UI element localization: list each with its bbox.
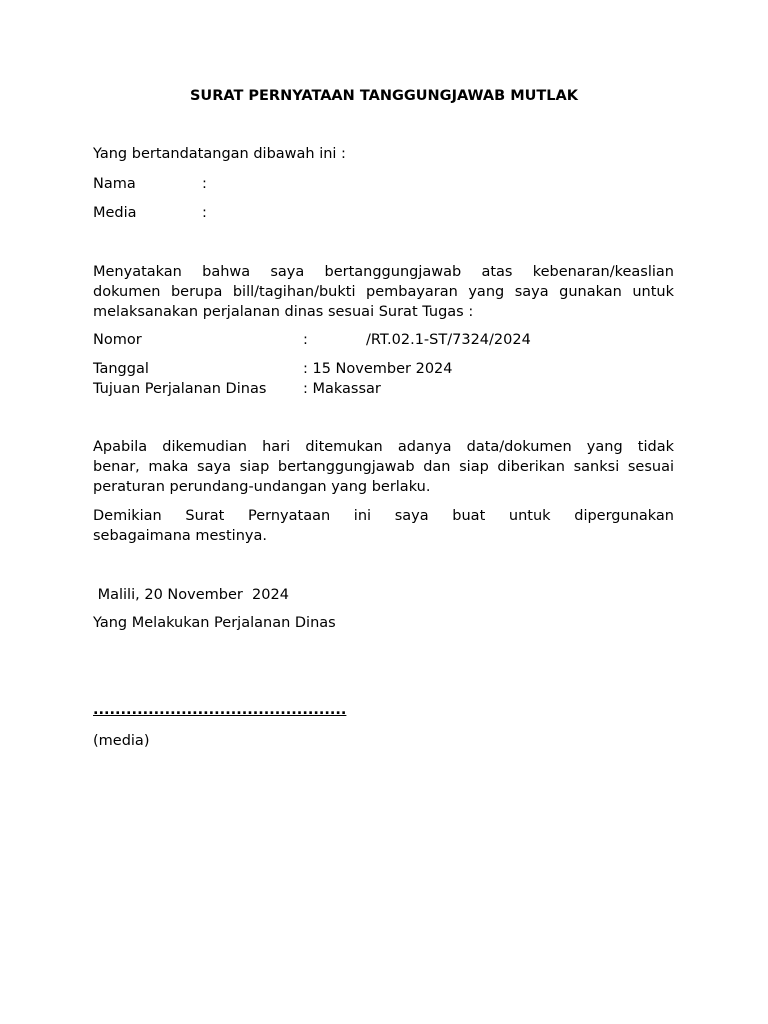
tanggal-value: : 15 November 2024 bbox=[303, 361, 453, 377]
media-colon: : bbox=[202, 205, 207, 221]
consequence-line: peraturan perundang-undangan yang berlaku. bbox=[93, 479, 431, 495]
consequence-line: Apabila dikemudian hari ditemukan adanya data/dokumen yang tidak bbox=[93, 439, 674, 455]
consequence-line: benar, maka saya siap bertanggungjawab dan siap diberikan sanksi sesuai bbox=[93, 459, 674, 475]
tujuan-label: Tujuan Perjalanan Dinas bbox=[93, 381, 267, 397]
closing-paragraph bbox=[93, 506, 674, 546]
statement-paragraph bbox=[93, 262, 674, 322]
tanggal-label: Tanggal bbox=[93, 361, 149, 377]
statement-line: dokumen berupa bill/tagihan/bukti pembayaran yang saya gunakan untuk bbox=[93, 284, 674, 300]
intro-text: Yang bertandatangan dibawah ini : bbox=[93, 146, 346, 162]
closing-line: Demikian Surat Pernyataan ini saya buat untuk dipergunakan bbox=[93, 508, 674, 524]
media-label: Media bbox=[93, 205, 137, 221]
signature-line: .............................................. bbox=[93, 702, 347, 718]
consequence-paragraph bbox=[93, 437, 674, 497]
signer-role: Yang Melakukan Perjalanan Dinas bbox=[93, 615, 336, 631]
statement-line: melaksanakan perjalanan dinas sesuai Surat Tugas : bbox=[93, 304, 474, 320]
statement-line: Menyatakan bahwa saya bertanggungjawab atas kebenaran/keaslian bbox=[93, 264, 674, 280]
nama-label: Nama bbox=[93, 176, 136, 192]
tujuan-value: : Makassar bbox=[303, 381, 381, 397]
place-date: Malili, 20 November 2024 bbox=[93, 587, 289, 603]
nomor-label: Nomor bbox=[93, 332, 142, 348]
signer-name: (media) bbox=[93, 733, 150, 749]
closing-line: sebagaimana mestinya. bbox=[93, 528, 267, 544]
nomor-colon: : bbox=[303, 332, 308, 348]
nomor-value: /RT.02.1-ST/7324/2024 bbox=[366, 332, 531, 348]
nama-colon: : bbox=[202, 176, 207, 192]
document-title: SURAT PERNYATAAN TANGGUNGJAWAB MUTLAK bbox=[189, 88, 578, 104]
